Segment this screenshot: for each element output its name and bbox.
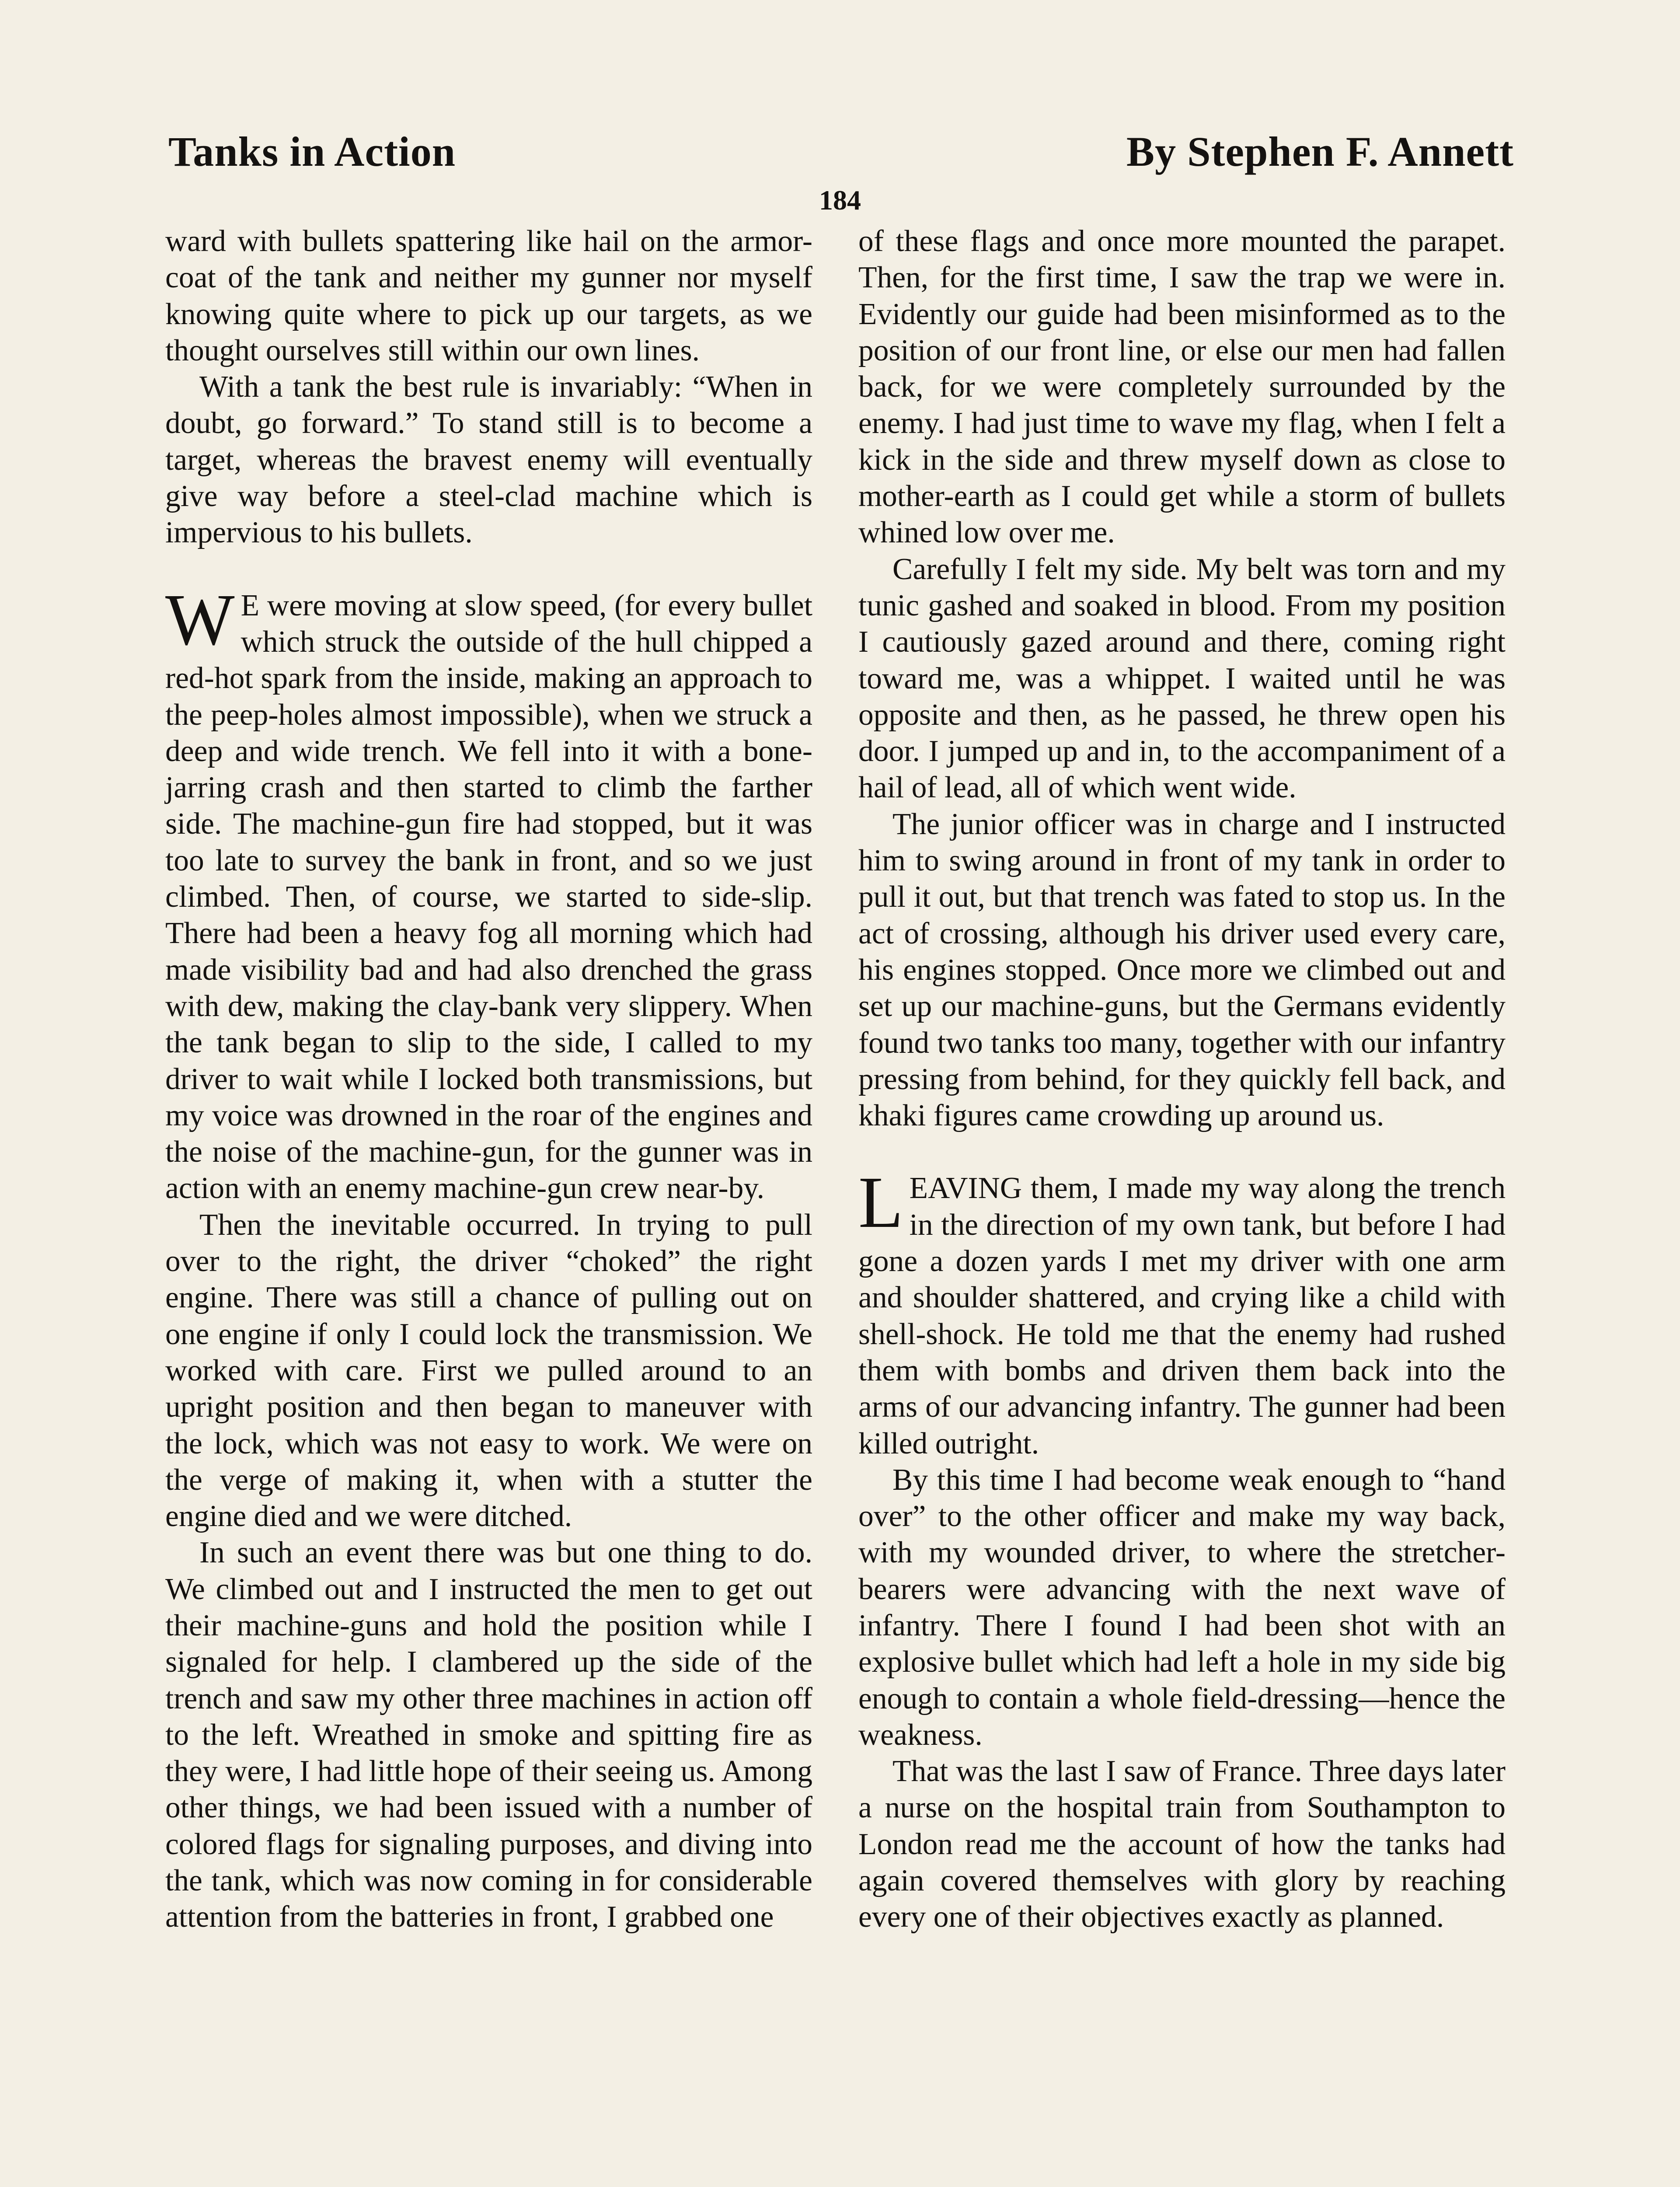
article-author: By Stephen F. Annett	[1126, 128, 1514, 175]
paragraph: By this time I had become weak enough to “hand over” to the other officer and make my way back, with my wounded driver, to where the stretcher-bearers were advancing with the next wave of infantry. There I found I had been shot with an explosive bullet which had left a hole in my side big enough to contain a whole field-dressing—hence the weakness.	[858, 1463, 1506, 1752]
article-title: Tanks in Action	[168, 128, 456, 175]
paragraph-text: E were moving at slow speed, (for every bullet which struck the outside of the hull chipped a red-hot spark from the inside, making an approach to the peep-holes almost impossible), when we struck a deep and wide trench. We fell into it with a bone-jarring crash and then started to climb the farther side. The machine-gun fire had stopped, but it was too late to survey the bank in front, and so we just climbed. Then, of course, we started to side-slip. There had been a heavy fog all morning which had made visibility bad and had also drenched the grass with dew, making the clay-bank very slippery. When the tank began to slip to the side, I called to my driver to wait while I locked both transmissions, but my voice was drowned in the roar of the engines and the noise of the machine-gun, for the gunner was in action with an enemy machine-gun crew near-by.	[165, 588, 812, 1205]
paragraph: of these flags and once more mounted the parapet. Then, for the first time, I saw the trap we were in. Evidently our guide had been misinformed as to the position of our front line, or else our men had fallen back, for we were completely surrounded by the enemy. I had just time to wave my flag, when I felt a kick in the side and threw myself down as close to mother-earth as I could get while a storm of bullets whined low over me.	[858, 224, 1506, 550]
paragraph-text: EAVING them, I made my way along the trench in the direction of my own tank, but before I had gone a dozen yards I met my driver with one arm and shoulder shattered, and crying like a child with shell-shock. He told me that the enemy had rushed them with bombs and driven them back into the arms of our advancing infantry. The gunner had been killed outright.	[858, 1171, 1506, 1460]
right-text-column	[858, 223, 1506, 1935]
drop-cap: L	[858, 1162, 903, 1244]
section-paragraph	[858, 1162, 1506, 1461]
paragraph: Carefully I felt my side. My belt was torn and my tunic gashed and soaked in blood. From my position I cautiously gazed around and there, coming right toward me, was a whippet. I waited until he was opposite and then, as he passed, he threw open his door. I jumped up and in, to the accompaniment of a hail of lead, all of which went wide.	[858, 552, 1506, 805]
paragraph: That was the last I saw of France. Three days later a nurse on the hospital train from Southampton to London read me the account of how the tanks had again covered themselves with glory by reaching every one of their objectives exactly as planned.	[858, 1754, 1506, 1934]
paragraph: The junior officer was in charge and I instructed him to swing around in front of my tank in order to pull it out, but that trench was fated to stop us. In the act of crossing, although his driver used every care, his engines stopped. Once more we climbed out and set up our machine-guns, but the Germans evidently found two tanks too many, together with our infantry pressing from behind, for they quickly fell back, and khaki figures came crowding up around us.	[858, 807, 1506, 1133]
paragraph: ward with bullets spattering like hail on the armor-coat of the tank and neither my gunner nor myself knowing quite where to pick up our targets, as we thought ourselves still within our own lines.	[165, 224, 812, 367]
paragraph: With a tank the best rule is invariably: “When in doubt, go forward.” To stand still is to become a target, whereas the bravest enemy will eventually give way before a steel-clad machine which is impervious to his bullets.	[165, 370, 812, 550]
page-number: 184	[819, 185, 861, 216]
left-text-column	[165, 223, 812, 1935]
section-paragraph	[165, 579, 812, 1207]
drop-cap: W	[165, 579, 235, 660]
paragraph: In such an event there was but one thing to do. We climbed out and I instructed the men to get out their machine-guns and hold the position while I signaled for help. I clambered up the side of the trench and saw my other three machines in action off to the left. Wreathed in smoke and spitting fire as they were, I had little hope of their seeing us. Among other things, we had been issued with a number of colored flags for signaling purposes, and diving into the tank, which was now coming in for considerable attention from the batteries in front, I grabbed one	[165, 1536, 812, 1934]
paragraph: Then the inevitable occurred. In trying to pull over to the right, the driver “choked” the right engine. There was still a chance of pulling out on one engine if only I could lock the transmission. We worked with care. First we pulled around to an upright position and then began to maneuver with the lock, which was not easy to work. We were on the verge of making it, when with a stutter the engine died and we were ditched.	[165, 1208, 812, 1534]
